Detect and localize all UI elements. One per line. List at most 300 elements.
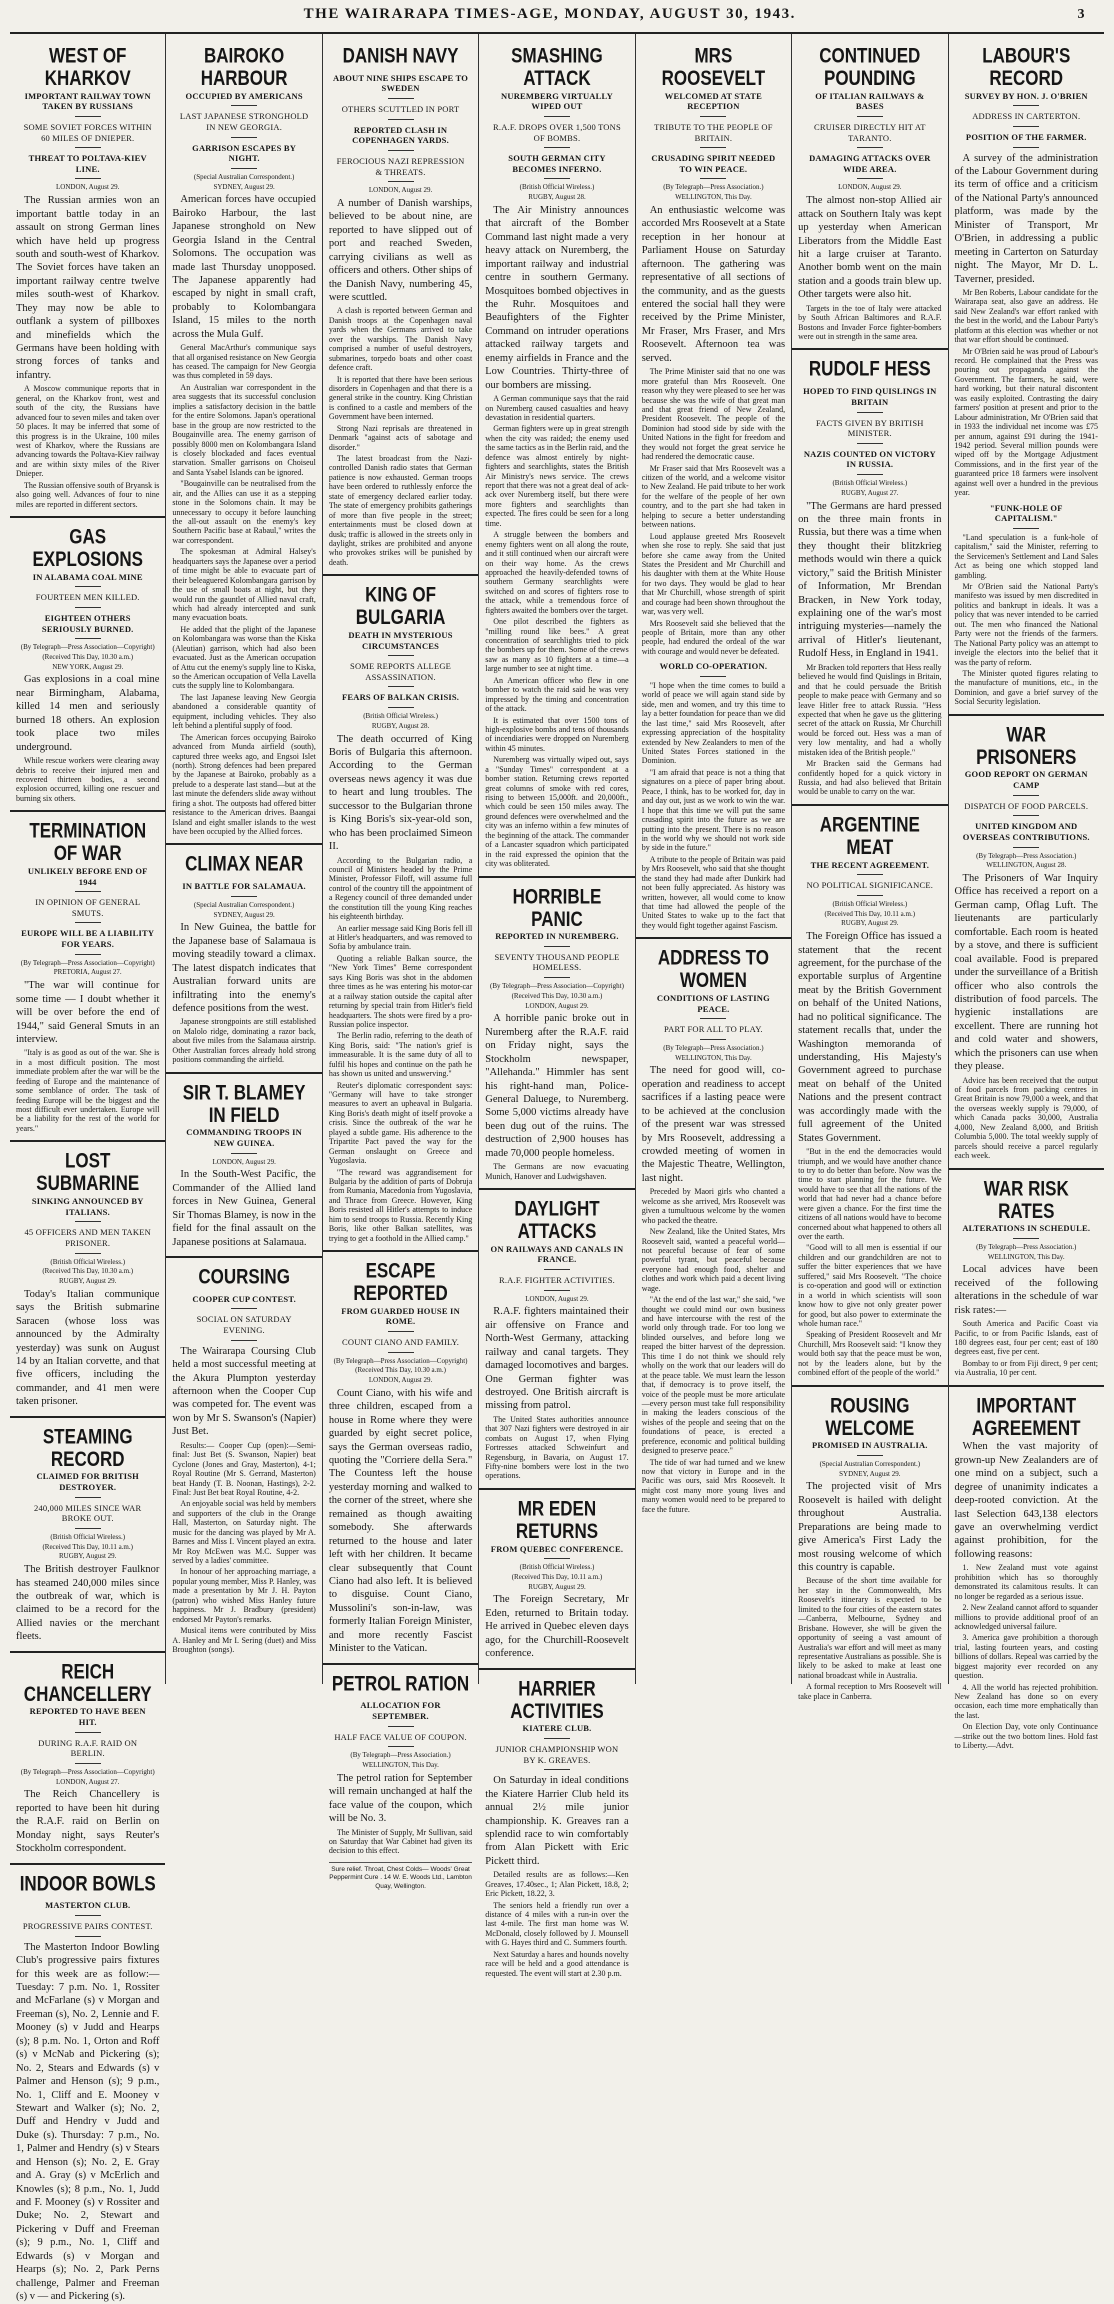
article-paragraph: The Masterton Indoor Bowling Club's progressive pairs fixtures for this week are as follow:—Tuesday: 7 p.m. No. 1, Rossiter and McFarlane (s) v Morgan and Freeman (s), No. 2, Lennie and F. Mooney (s) v Judd and Hearps (s); 8 p.m. No. 1, Orton and Roff (s) v McNab and Pickering (s); No. 2, Stears and Edwards (s) v Palmer and Henson (s); 9 p.m., No. 1, Cliff and E. Mooney v Stewart and Walker (s); No. 2, Duff and Hendry v Judd and Duke (s). Thursday: 7 p.m., No. 1, Palmer and Hendry (s) v Stears and Henson (s); No. 2, E. Gray and A. Gray (s) v McErlich and Knowles (s); 8 p.m., No. 1, Judd and F. Mooney (s) v Rossiter and Duke; No. 2, Stewart and Pickering v Duff and Freeman (s); 9 p.m., No. 1, Cliff and Edwards (s) v Morgan and Hearps (s); No. 2, Park Perns challenge, Palmer and Freeman (s) v — and Pickering (s).: [16, 1941, 160, 2303]
article-headline: DANISH NAVY: [342, 43, 459, 68]
columns-container: [10, 32, 1104, 2303]
dateline: LONDON, August 29.: [525, 1001, 589, 1010]
dateline: (Special Australian Correspondent.): [819, 1459, 921, 1468]
subheading-separator: [388, 150, 414, 151]
dateline: LONDON, August 29.: [368, 186, 433, 195]
article-paragraph: 4. All the world has rejected prohibition. New Zealand has done so on every occasion, each time more emphatically than the last.: [954, 1682, 1098, 1720]
subheading-separator: [1013, 528, 1039, 529]
article-subheading: ABOUT NINE SHIPS ESCAPE TO SWEDEN: [333, 72, 469, 94]
article-paragraph: It is estimated that over 1500 tons of high-explosive bombs and tens of thousands of incendiaries were dropped on Nuremberg within 45 minutes.: [485, 715, 629, 753]
article-paragraph: The spokesman at Admiral Halsey's headquarters says the Japanese over a period of time might be able to evacuate part of their beleaguered Kolombangara garrison by the use of small boats at night, but they would run the gauntlet of Allied naval craft, which had already intercepted and sunk many evacuation boats.: [172, 547, 316, 623]
subheading-separator: [857, 116, 883, 117]
dateline: (British Official Wireless.): [50, 1532, 126, 1541]
article-subheading: OF ITALIAN RAILWAYS & BASES: [815, 90, 925, 112]
article: [485, 1188, 628, 1481]
article-headline: STEAMING RECORD: [42, 1424, 133, 1471]
subheading-separator: [75, 1915, 101, 1916]
subheading-separator: [857, 895, 883, 896]
article: [955, 1385, 1098, 1751]
article-headline: LABOUR'S RECORD: [982, 43, 1071, 90]
page-number: 3: [1077, 7, 1086, 22]
article-paragraph: "Bougainville can be neutralised from the air, and the Allies can use it as a stepping stone in the Solomons chain. It may be unnecessary to occupy it before launching the all-out assault on the enemy's key Southern Pacific base at Rabaul," writes the war correspondent.: [172, 479, 316, 545]
article-subheading: TRIBUTE TO THE PEOPLE OF BRITAIN.: [654, 121, 773, 143]
subheading-separator: [1013, 815, 1039, 816]
article-paragraph: A German communique says that the raid on Nuremberg caused casualties and heavy devastation in residential quarters.: [485, 394, 629, 422]
article-paragraph: A tribute to the people of Britain was paid by Mrs Roosevelt, who said that she thought the stand they had made after Dunkirk had not been fully appreciated. As history was written, however, all would come to know that time had allowed the people of the United States to wake up to the fact that they would fight together against Fascism.: [641, 854, 786, 930]
article-subheading: COMMANDING TROOPS IN NEW GUINEA.: [186, 1127, 303, 1148]
article-paragraph: The Minister of Supply, Mr Sullivan, said on Saturday that War Cabinet had given its decision to this effect.: [328, 1827, 473, 1856]
article-divider: [166, 843, 321, 845]
subheading-separator: [544, 1769, 570, 1770]
subheading-separator: [1013, 147, 1039, 148]
subheading-separator: [388, 1331, 414, 1332]
article-paragraph: The Foreign Office has issued a statement that the recent agreement, for the purchase of the exportable surplus of Argentine meat by the British Government on behalf of the United Nations, had no political significance. The statement recalls that, under the Washington memoranda of understanding, His Majesty's Government agreed to purchase meat on behalf of the United Nations and the present contract was accordingly made with the full agreement of the United States Government.: [798, 931, 942, 1144]
article-headline: CONTINUED POUNDING: [819, 43, 921, 90]
article-paragraph: "The Germans are hard pressed on the three main fronts in Russia, but there was a time when they thought their blitzkrieg methods would win there a quick victory," said the British Minister of Information, Mr Brendan Bracken, in New York today, explaining one of the war's most intriguing mysteries—namely the arrival of Hitler's lieutenant, Rudolf Hess, in England in 1941.: [798, 500, 942, 660]
dateline: (British Official Wireless.): [50, 1257, 126, 1266]
article: [642, 45, 785, 656]
article-paragraph: The Wairarapa Coursing Club held a most successful meeting at the Akura Plumpton yesterday afternoon when the Cooper Cup was competed for. The event was won by Mr S. Swanson's (Napier) Just Bet.: [172, 1345, 316, 1438]
dateline: (Received This Day, 10.11 a.m.): [42, 1542, 133, 1551]
article-paragraph: The almost non-stop Allied air attack on Southern Italy was kept up yesterday when American Liberators from the Middle East hit a large cruiser at Taranto. Another bomb went on the main station and a goods train blew up. Other targets were also hit.: [798, 195, 942, 301]
article-paragraph: One pilot described the fighters as "milling round like bees." A great concentration of searchlights tried to pick the bombers up for them. Some of the crews saw as many as 10 fighters at a time—a large number to see at night time.: [485, 617, 629, 674]
article-subheading: LAST JAPANESE STRONGHOLD IN NEW GEORGIA.: [179, 111, 309, 132]
article-divider: [479, 1488, 634, 1490]
dateline: (Special Australian Correspondent.): [193, 900, 295, 909]
article-subheading: ADDRESS IN CARTERTON.: [972, 111, 1081, 122]
article-subheading: COOPER CUP CONTEST.: [192, 1293, 296, 1304]
dateline: (By Telegraph—Press Association.): [976, 851, 1077, 860]
article-subheading: NO POLITICAL SIGNIFICANCE.: [806, 880, 934, 891]
article-subheading: DISPATCH OF FOOD PARCELS.: [964, 800, 1089, 811]
article-paragraph: The tide of war had turned and we knew now that victory in Europe and in the Pacific was ours, said Mrs Roosevelt. It might cost many more young lives and many women would need to be prepared to face the future.: [641, 1457, 786, 1514]
article-headline: ADDRESS TO WOMEN: [657, 946, 769, 993]
article-paragraph: Quoting a reliable Balkan source, the "New York Times" Berne correspondent says King Boris was shot in the abdomen three times as he was entering his motor-car at a railway station outside the capital after returning by special train from Hitler's field headquarters. The shots were fired by a pro-Russian police inspector.: [328, 953, 473, 1029]
dateline: LONDON, August 29.: [525, 1294, 589, 1303]
article-paragraph: The Russian offensive south of Bryansk is also going well. Advances of four to nine miles are reported in different sectors.: [16, 480, 160, 509]
subheading-separator: [700, 178, 726, 179]
article-headline: HORRIBLE PANIC: [512, 884, 602, 931]
subheading-separator: [544, 977, 570, 978]
article-paragraph: 1. New Zealand must vote against prohibition which has so thoroughly demonstrated its calamitous results. It can no longer be regarded as a serious issue.: [954, 1563, 1098, 1601]
article-headline: PETROL RATION: [331, 1671, 470, 1696]
article-paragraph: Detailed results are as follows:—Ken Greaves, 17.40sec., 1; Alan Pickett, 18.8, 2; Eric Pickett, 18.22, 3.: [485, 1870, 629, 1899]
article-paragraph: The death occurred of King Boris of Bulgaria this afternoon. According to the German overseas news agency it was due to heart and lung troubles. The successor to the Bulgarian throne is King Boris's six-year-old son, who has been proclaimed Simeon II.: [328, 733, 473, 853]
subheading-separator: [544, 116, 570, 117]
subheading-separator: [857, 474, 883, 475]
subheading-separator: [75, 638, 101, 639]
article-subheading: HALF FACE VALUE OF COUPON.: [334, 1731, 467, 1742]
dateline: (Received This Day, 10.30 a.m.): [42, 652, 134, 661]
article-paragraph: A formal reception to Mrs Roosevelt will take place in Canberra.: [798, 1682, 942, 1701]
subheading-separator: [857, 412, 883, 413]
article-divider: [323, 1663, 478, 1665]
article: [16, 1863, 159, 2304]
dateline: SYDNEY, August 29.: [213, 910, 275, 919]
article-paragraph: On Election Day, vote only Continuance—strike out the two bottom lines. Hold fast to Liberty.—Advt.: [954, 1722, 1098, 1751]
subheading-separator: [75, 891, 101, 892]
article-paragraph: Loud applause greeted Mrs Roosevelt when she rose to reply. She said that just before she came away from the United States the President and Mr Churchill and his daughter with them at the White House for two days. They would be glad to hear that Mr Churchill, whose strength of spirit and courage had been shown throughout the war, was very well.: [641, 531, 786, 617]
article-paragraph: "Italy is as good as out of the war. She is in a most difficult position. The most immediate problem after the war will be the feeding of Europe and the maintenance of some semblance of order. The task of feeding Europe will be the biggest and the most difficult ever undertaken. Europe will be a liability for the rest of the world for years.": [16, 1048, 160, 1133]
dateline: WELLINGTON, This Day.: [675, 193, 752, 202]
article-paragraph: Results:— Cooper Cup (open):—Semi-final: Just Bet (S. Swanson, Napier) beat Cyclone (Jones and Gray, Masterton), 4-1; Royal Routine (Mr S. Gerrand, Masterton) beat Handy (T. B. Noonan, Hastings), 2-2. Final: Just Bet beat Royal Routine, 4-2.: [172, 1440, 316, 1497]
article-subheading: HOPED TO FIND QUISLINGS IN BRITAIN: [803, 386, 937, 407]
article-headline: LOST SUBMARINE: [36, 1149, 140, 1196]
article-divider: [10, 1140, 165, 1142]
dateline: RUGBY, August 29.: [58, 1277, 117, 1285]
article-paragraph: Japanese strongpoints are still established on Malolo ridge, dominating a razor back, about five miles from the Salamaua airstrip. Other Australian forces already hold strong positions commanding the airfield.: [172, 1017, 316, 1065]
article-paragraph: Mr Bracken said the Germans had confidently hoped for a quick victory in Russia, and had also believed that Britain would be unable to carry on the war.: [798, 759, 942, 797]
article-paragraph: Musical items were contributed by Miss A. Hanley and Mr I. Sering (duet) and Miss Broughton (songs).: [172, 1626, 316, 1654]
article-paragraph: Advice has been received that the output of food parcels from packing centres in Great Britain is now 79,000 a week, and that the overseas weekly supply is 79,000, of which Canada packs 30,000, Australia 4,000, New Zealand 8,000, and British Columbia 5,000. The total weekly supply of parcels should receive a parcel regularly each week.: [954, 1075, 1098, 1161]
article-subheading: GARRISON ESCAPES BY NIGHT.: [192, 142, 297, 164]
article-paragraph: An Australian war correspondent in the area suggests that its successful conclusion implies a satisfactory decision in the battle for the entire Solomons. Japan's operational base in the group are now restricted to the Bougainville area. The enemy garrison of possibly 8000 men on Kolombangara Island is closely blockaded and faces eventual starvation. Smaller garrisons on Choiseul and Santa Ysabel Islands can be ignored.: [172, 382, 316, 477]
subheading-separator: [388, 1726, 414, 1727]
article-paragraph: In honour of her approaching marriage, a popular young member, Miss P. Hanley, was made a presentation by Mr J. H. Payton (patron) who wished Miss Hanley future happiness. Mr J. Bradbury (president) endorsed Mr Payton's remarks.: [172, 1567, 316, 1624]
article-paragraph: "The war will continue for some time — I doubt whether it will be over before the end of 1944," said General Smuts in an interview.: [16, 980, 160, 1045]
article-paragraph: Preceded by Maori girls who chanted a welcome as she arrived, Mrs Roosevelt was given a tumultuous welcome by the women who packed the theatre.: [641, 1187, 786, 1225]
article-paragraph: A number of Danish warships, believed to be about nine, are reported to have slipped out of port and reached Sweden, carrying civilians as well as officers and others. Other ships of the Danish Navy, numbering 45, were scuttled.: [328, 197, 473, 304]
dateline: PRETORIA, August 27.: [53, 968, 122, 977]
subheading-separator: [388, 707, 414, 708]
article-headline: ROUSING WELCOME: [825, 1393, 915, 1440]
article-subheading: "FUNK-HOLE OF CAPITALISM.": [989, 502, 1063, 524]
article-subheading: CONDITIONS OF LASTING PEACE.: [656, 993, 770, 1014]
dateline: LONDON, August 29.: [368, 1376, 433, 1385]
article: [16, 1140, 159, 1408]
dateline: RUGBY, August 29.: [841, 919, 899, 928]
article-subheading: COUNT CIANO AND FAMILY.: [342, 1336, 460, 1347]
dateline: (By Telegraph—Press Association.): [976, 1242, 1077, 1251]
article-headline: ARGENTINE MEAT: [819, 812, 920, 859]
article: [16, 516, 159, 803]
article-divider: [479, 1188, 634, 1190]
article-subheading: FROM QUEBEC CONFERENCE.: [490, 1543, 624, 1554]
subheading-separator: [75, 954, 101, 955]
article-subheading: THREAT TO POLTAVA-KIEV LINE.: [28, 153, 147, 174]
article-subheading: CLAIMED FOR BRITISH DESTROYER.: [36, 1471, 139, 1492]
dateline: (By Telegraph—Press Association—Copyright): [333, 1356, 468, 1365]
article-divider: [792, 348, 947, 350]
article-subheading: JUNIOR CHAMPIONSHIP WON BY K. GREAVES.: [495, 1743, 619, 1765]
subheading-separator: [388, 655, 414, 656]
article-divider: [636, 937, 791, 939]
dateline: (By Telegraph—Press Association.): [350, 1751, 451, 1760]
subheading-separator: [700, 676, 726, 677]
article-paragraph: The Berlin radio, referring to the death of King Boris, said: "The nation's grief is immeasurable. It is the same duty of all to fulfil his hopes and continue on the path he has shown us united and unswerving.": [328, 1031, 473, 1079]
article: [172, 45, 315, 836]
article-paragraph: An earlier message said King Boris fell ill at Hitler's headquarters, and was removed to Sofia by ambulance train.: [328, 923, 473, 952]
subheading-separator: [75, 922, 101, 923]
article-paragraph: An American officer who flew in one bomber to watch the raid said he was very impressed by the timing and concentration of the attack.: [485, 675, 629, 714]
dateline: NEW YORK, August 29.: [52, 662, 124, 671]
article-subheading: R.A.F. DROPS OVER 1,500 TONS OF BOMBS.: [493, 121, 621, 143]
subheading-separator: [700, 1039, 726, 1040]
article: [798, 1385, 941, 1702]
article-headline: INDOOR BOWLS: [19, 1871, 156, 1896]
subheading-separator: [544, 178, 570, 179]
subheading-separator: [1013, 795, 1039, 796]
article-subheading: IN OPINION OF GENERAL SMUTS.: [35, 897, 141, 918]
article-paragraph: "But in the end the democracies would triumph, and we would have another chance to try to do better than before. Now was the time to start planning for the future. We would have to see that all the nations of the world that had never had a chance before were given a chance. For the first time the citizens of all nations would have to become concerned about what happened to others all over the earth.: [798, 1147, 942, 1242]
article: [485, 45, 628, 869]
article-paragraph: The Air Ministry announces that aircraft of the Bomber Command last night made a very heavy attack on Nuremberg, the important railway and industrial centre in southern Germany. Mosquitoes bombed objectives in the Ruhr. Mosquitoes and Beaufighters of the Fighter Command on intruder operations attacked railway targets and enemy airfields in France and the Low Countries. Thirty-three of our bombers are missing.: [485, 204, 629, 391]
article-divider: [10, 1416, 165, 1418]
article-paragraph: While rescue workers were clearing away debris to receive their injured men and recovered thirteen bodies, a second explosion occurred, killing one rescuer and burning six others.: [16, 756, 160, 803]
article-paragraph: "I hope when the time comes to build a world of peace we will again stand side by side, men and women, and try this time to lay a better foundation for peace than we did the last time," said Mrs Roosevelt, after expressing appreciation of the hospitality extended by New Zealanders to men of the United States Forces stationed in the Dominion.: [641, 680, 786, 766]
subheading-separator: [75, 147, 101, 148]
article-divider: [479, 876, 634, 878]
article-divider: [10, 516, 165, 518]
article-subheading: ON RAILWAYS AND CANALS IN FRANCE.: [490, 1243, 624, 1265]
subheading-separator: [75, 586, 101, 587]
article-subheading: GOOD REPORT ON GERMAN CAMP: [964, 769, 1088, 790]
article-divider: [166, 1256, 321, 1258]
dateline: SYDNEY, August 29.: [839, 1469, 901, 1478]
subheading-separator: [75, 1497, 101, 1498]
article-subheading: ALTERATIONS IN SCHEDULE.: [962, 1223, 1091, 1234]
article-paragraph: In New Guinea, the battle for the Japanese base of Salamaua is moving steadily toward a climax. The latest dispatch indicates that Australian forward units are infiltrating into the enemy's defence positions from the west.: [172, 922, 316, 1015]
article-subheading: MASTERTON CLUB.: [45, 1900, 131, 1911]
article-paragraph: The Russian armies won an important battle today in an assault on strong German lines which have held up progress south and south-west of Kharkov. The Soviet forces have taken an important railway centre twelve miles south-west of Kharkov. They may now be able to outflank a system of pillboxes and minefields which the Germans have been holding with strong forces of tanks and infantry.: [16, 195, 160, 381]
article-paragraph: The American forces occupying Bairoko advanced from Munda airfield (south), captured three weeks ago, and Engsoi Islet (north). Strong defences had been prepared by the Japanese at Bairoko, probably as a prelude to a desperate last stand—but at the last minute the defenders slide away without firing a shot. The outposts had offered bitter resistance to the American drives. Baangai Island and eight smaller islands to the west have been occupied by the Allied forces.: [172, 732, 316, 836]
article-headline: SIR T. BLAMEY IN FIELD: [182, 1080, 306, 1127]
article-paragraph: An enthusiastic welcome was accorded Mrs Roosevelt at a State reception in her honour at Parliament House on Saturday afternoon. The gathering was representative of all sections of the community, and as the guests entered the social hall they were received by the Prime Minister, Mr Fraser, Mrs Fraser, and Mrs Roosevelt. Afternoon tea was served.: [641, 204, 786, 364]
subheading-separator: [857, 443, 883, 444]
article: [798, 348, 941, 796]
article-paragraph: A Moscow communique reports that in general, on the Kharkov front, west and south of the city, the Russians have advanced four to seven miles and taken over 50 places. It may be inferred that some of this progress is in the Ukraine, 100 miles west of Kharkov, where the Russians are advancing towards the Poltava-Kiev railway and are within sixty miles of the River Dnieper.: [16, 384, 160, 479]
subheading-separator: [231, 168, 257, 169]
column-1: [10, 34, 166, 2303]
article-subheading: 45 OFFICERS AND MEN TAKEN PRISONER.: [24, 1227, 151, 1248]
article-paragraph: Mr Bracken told reporters that Hess really believed he would find Quislings in Britain, and that he could persuade the British people to make peace with Germany and so leave Hitler free to attack Russia. "Hess expected that when he gave us the glittering secret of the attack on Russia, Mr Churchill would be forced out. Hess was a man of very low mentality, and had a wholly mistaken idea of the British people.": [798, 662, 942, 757]
article-paragraph: Strong Nazi reprisals are threatened in Denmark "against acts of sabotage and disorder.": [328, 423, 473, 452]
dateline: (British Official Wireless.): [363, 712, 438, 721]
subheading-separator: [388, 98, 414, 99]
article-paragraph: The Foreign Secretary, Mr Eden, returned to Britain today. He arrived in Quebec eleven days ago, for the Churchill-Roosevelt conference.: [485, 1594, 629, 1660]
article: [172, 1072, 315, 1249]
article-paragraph: According to the Bulgarian radio, a council of Ministers headed by the Prime Minister, Professor Filoff, will assume full control of the country till the appointment of a Regency council of three demanded under the constitution till the young King reaches his eighteenth birthday.: [328, 855, 473, 922]
article-subheading: SINKING ANNOUNCED BY ITALIANS.: [31, 1196, 144, 1217]
article-divider: [479, 1668, 634, 1670]
article-paragraph: The Germans are now evacuating Munich, Hanover and Ludwigshaven.: [485, 1162, 629, 1181]
article-subheading: FOURTEEN MEN KILLED.: [35, 592, 140, 603]
article-paragraph: Mr Fraser said that Mrs Roosevelt was a citizen of the world, and a welcome visitor to New Zealand. He paid tribute to her work for the welfare of the people of her own country, and to the part she had taken in helping to secure a better understanding between nations.: [641, 463, 786, 530]
article-paragraph: "Land speculation is a funk-hole of capitalism," said the Minister, referring to the Servicemen's Settlement and Land Sales Act as being one which stopped land gambling.: [954, 532, 1098, 580]
article-headline: ESCAPE REPORTED: [353, 1258, 448, 1305]
article: [329, 1250, 472, 1656]
article-divider: [792, 804, 947, 806]
article-paragraph: Mr O'Brien said he was proud of Labour's record. He complained that the Press was pouring out propaganda against the Government. The farmers, he said, were hard working, but their natural discontent was easily exploited. Contrasting the dairy farmers' position at present and prior to the Labour administration, Mr O'Brien said that in 1933 the individual net income was £75 per annum, against £91 during the 1941-1942 period. Several million pounds were wiped off by the Mortgage Adjustment Commissions, and in the first year of the guaranteed price 18 farmers were insolvent against well over a hundred in the previous year.: [954, 346, 1098, 498]
article-subheading: PROGRESSIVE PAIRS CONTEST.: [22, 1921, 153, 1932]
article: [955, 45, 1098, 498]
article-subheading: UNITED KINGDOM AND OVERSEAS CONTRIBUTIONS.: [962, 821, 1090, 842]
article-subheading: REPORTED CLASH IN COPENHAGEN YARDS.: [352, 124, 449, 146]
article-paragraph: He added that the plight of the Japanese on Kolombangara was worse than the Kiska (Aleutian) garrison, which had also been evacuated. Just as the American occupation of Attu cut the enemy's supply line to Kiska, so the American occupation of Vella Lavella cuts the supply line to Kolombangara.: [172, 624, 316, 691]
subheading-separator: [388, 1746, 414, 1747]
dateline: WELLINGTON, This Day.: [675, 1053, 752, 1062]
subheading-separator: [75, 1221, 101, 1222]
subheading-separator: [544, 946, 570, 947]
article-subheading: WELCOMED AT STATE RECEPTION: [664, 90, 763, 112]
article-subheading: ALLOCATION FOR SEPTEMBER.: [360, 1700, 441, 1722]
subheading-separator: [1013, 1238, 1039, 1239]
subheading-separator: [231, 137, 257, 138]
subheading-separator: [857, 874, 883, 875]
advertisement-line: Sure relief. Throat, Chest Colds— Woods' Great Peppermint Cure . 14 W. E. Woods Ltd., Lambton Quay, Wellington.: [329, 1862, 472, 1891]
article-paragraph: General MacArthur's communique says that all organised resistance on New Georgia has ceased. The campaign for New Georgia was thus completed in 59 days.: [172, 343, 316, 381]
article: [955, 714, 1098, 1161]
subheading-separator: [544, 1269, 570, 1270]
article-headline: WEST OF KHARKOV: [44, 43, 131, 90]
subheading-separator: [700, 147, 726, 148]
article-subheading: SOME SOVIET FORCES WITHIN 60 MILES OF DNIEPER.: [23, 121, 152, 143]
subheading-separator: [857, 1455, 883, 1456]
article-divider: [949, 1168, 1104, 1170]
article-paragraph: When the vast majority of grown-up New Zealanders are of one mind on a subject, such a degree of unanimity indicates a deep-rooted conviction. At the last Selection 643,138 electors gave an overwhelming verdict against prohibition, for the following reasons:: [954, 1441, 1098, 1560]
subheading-separator: [231, 1308, 257, 1309]
subheading-separator: [75, 607, 101, 608]
article-subheading: DEATH IN MYSTERIOUS CIRCUMSTANCES: [348, 629, 453, 651]
article-paragraph: American forces have occupied Bairoko Harbour, the last Japanese stronghold on New Georgia Island in the Central Solomons. The occupation was made last Thursday unopposed. The Japanese apparently had escaped by night in small craft, probably to Kolombangara Island, 15 miles to the north across the Mula Gulf.: [172, 194, 316, 340]
article-headline: WAR RISK RATES: [983, 1176, 1069, 1223]
dateline: RUGBY, August 29.: [58, 1552, 117, 1561]
article-paragraph: Because of the short time available for her stay in the Commonwealth, Mrs Roosevelt's itinerary is expected to be limited to the four cities of the eastern states—Canberra, Melbourne, Sydney and Brisbane. However, she will be given the opportunity of seeing a vast amount of Australia's war effort and will meet as many representative Australians as possible. She is likely to be asked to make at least one national broadcast while in Australia.: [798, 1576, 942, 1680]
dateline: (By Telegraph—Press Association—Copyright): [20, 958, 155, 967]
article-paragraph: The Prisoners of War Inquiry Office has received a report on a German camp, Oflag Luft. The lieutenants are particularly comfortable. Each room is heated by a stove, and there is sufficient coal available. Food is prepared under the surveillance of a British officer who also controls the distribution of food parcels. The hygienic installations are excellent. There are running hot and cold water and showers, which the prisoners can use when they please.: [954, 873, 1098, 1073]
article-paragraph: A horrible panic broke out in Nuremberg after the R.A.F. raid on Friday night, says the Stockholm newspaper, "Allehanda." Himmler has sent his right-hand man, Police-General Daluege, to Nuremberg. Some 5,000 victims already have been dug out of the ruins. The destruction of 2,900 houses has made 70,000 people homeless.: [485, 1013, 629, 1159]
article: [16, 45, 159, 509]
subheading-separator: [1013, 105, 1039, 106]
article-subheading: SURVEY BY HON. J. O'BRIEN: [964, 90, 1088, 101]
article-subheading: EUROPE WILL BE A LIABILITY FOR YEARS.: [21, 928, 155, 950]
article-paragraph: "At the end of the last war," she said, "we thought we could mind our own business and have intercourse with the rest of the world only through trade. For too long we blinded ourselves, and before long we reaped the bitter harvest of the depression. This time I do not think we should rely wholly on the work that our leaders will do at the peace table. We must learn the lesson that, if democracy is to prove itself, the voice of the people must be more articulate—every person must take full responsibility in making the leaders conscious of the wishes of the people and seeing that on the foundations of peace, is erected a preference, economic and political building designed to preserve peace.": [641, 1295, 786, 1456]
article-subheading: SEVENTY THOUSAND PEOPLE HOMELESS.: [494, 951, 620, 973]
article-subheading: PART FOR ALL TO PLAY.: [664, 1024, 763, 1035]
article-paragraph: Reuter's diplomatic correspondent says: "Germany will have to take stronger measures to avert an upheaval in Bulgaria. King Boris's death might of itself provoke a crisis. Since the outbreak of the war he played a subtle game. His adherence to the Tripartite Pact paved the way for the German onslaught on Greece and Yugoslavia.: [328, 1080, 473, 1166]
column-5: [636, 34, 792, 1684]
article-subheading: IMPORTANT RAILWAY TOWN TAKEN BY RUSSIANS: [24, 90, 151, 112]
article-subheading: R.A.F. FIGHTER ACTIVITIES.: [498, 1274, 615, 1285]
article-headline: KING OF BULGARIA: [355, 583, 446, 630]
article: [485, 1668, 628, 1978]
subheading-separator: [231, 1153, 257, 1154]
column-2: [166, 34, 322, 1684]
article-paragraph: Today's Italian communique says the British submarine Saracen (whose loss was announced by the Admiralty yesterday) was sunk on August 14 by an Italian corvette, and that five officers, including the commander, and 41 men were taken prisoner.: [16, 1288, 160, 1408]
article: [955, 503, 1098, 707]
article-subheading: EIGHTEEN OTHERS SERIOUSLY BURNED.: [41, 612, 134, 634]
article-paragraph: Bombay to or from Fiji direct, 9 per cent; via Australia, 10 per cent.: [954, 1358, 1098, 1378]
article-paragraph: 2. New Zealand cannot afford to squander millions to provide additional proof of an acknowledged universal failure.: [954, 1603, 1098, 1631]
dateline: (Received This Day, 10.30 a.m.): [42, 1267, 134, 1276]
article-divider: [792, 1385, 947, 1387]
article-paragraph: In the South-West Pacific, the Commander of the Allied land forces in New Guinea, General Sir Thomas Blamey, is now in the field for the final assault on the Japanese positions at Salamaua.: [172, 1169, 316, 1248]
article-paragraph: "The reward was aggrandisement for Bulgaria by the addition of parts of Dobruja from Rumania, Macedonia from Yugoslavia, and Thrace from Greece. However, King Boris resisted all Hitler's attempts to induce him to send troops to Russia. Recently King Boris, like other Balkan satellites, was trying to get a foothold in the Allied camp.": [328, 1167, 473, 1243]
article-subheading: REPORTED TO HAVE BEEN HIT.: [29, 1706, 146, 1728]
dateline: (By Telegraph—Press Association—Copyright): [20, 643, 155, 652]
dateline: RUGBY, August 27.: [841, 488, 899, 497]
article-subheading: SOME REPORTS ALLEGE ASSASSINATION.: [350, 661, 452, 682]
article-headline: MR EDEN RETURNS: [515, 1496, 599, 1543]
article-subheading: NAZIS COUNTED ON VICTORY IN RUSSIA.: [803, 448, 936, 470]
article: [172, 843, 315, 1064]
article: [642, 937, 785, 1514]
article-paragraph: New Zealand, like the United States, Mrs Roosevelt said, wanted a peaceful world—not peaceful because of fear of some powerful tyrant, but peaceful because everyone had enough food, shelter and clothes and work which paid a decent living wage.: [641, 1227, 786, 1293]
article-subheading: SOCIAL ON SATURDAY EVENING.: [196, 1314, 292, 1336]
article-paragraph: It is reported that there have been serious disorders in Copenhagen and that there is a general strike in the country. King Christian is confined to a castle and members of the Government have been interned.: [328, 374, 473, 422]
dateline: RUGBY, August 28.: [371, 721, 430, 730]
article-paragraph: Next Saturday a hares and hounds novelty race will be held and a good attendance is requested. The event will start at 2.30 p.m.: [485, 1949, 629, 1978]
article: [329, 1663, 472, 1892]
dateline: (Received This Day, 10.11 a.m.): [824, 909, 916, 918]
dateline: (By Telegraph—Press Association—Copyright): [490, 982, 624, 991]
article-headline: WAR PRISONERS: [976, 722, 1077, 769]
article-paragraph: The seniors held a friendly run over a distance of 4 miles with a run-in over the last 4-mile. The first man home was W. McDonald, closely followed by J. Mounsell with G. Hayes third and C. Summers fourth.: [485, 1900, 629, 1948]
dateline: (British Official Wireless.): [519, 183, 595, 192]
article-divider: [323, 574, 478, 576]
article-paragraph: The need for good will, co-operation and readiness to accept sacrifices if a lasting peace were to be achieved at the conclusion of the present war was stressed by Mrs Roosevelt, addressing a crowded meeting of women in the Majestic Theatre, Wellington, last night.: [641, 1065, 786, 1184]
subheading-separator: [75, 1253, 101, 1254]
article-divider: [323, 1250, 478, 1252]
dateline: WELLINGTON, This Day.: [362, 1761, 439, 1770]
article-headline: TERMINATION OF WAR: [29, 819, 147, 866]
subheading-separator: [231, 896, 257, 897]
dateline: RUGBY, August 28.: [528, 193, 586, 202]
dateline: LONDON, August 29.: [212, 1157, 276, 1166]
article: [485, 1488, 628, 1661]
article-headline: DAYLIGHT ATTACKS: [514, 1196, 600, 1243]
article-paragraph: On Saturday in ideal conditions the Kiatere Harrier Club held its annual 2½ mile junior championship. K. Greaves ran a splendid race to win comfortably from Alan Pickett with Eric Pickett third.: [485, 1775, 629, 1867]
article-paragraph: A clash is reported between German and Danish troops at the Copenhagen naval yards when the Germans arrived to take over the warships. The Danish Navy comprised a number of useful destroyers, submarines, torpedo boats and other coast defence craft.: [328, 306, 473, 373]
dateline: WELLINGTON, August 28.: [986, 861, 1067, 870]
article-paragraph: "I am afraid that peace is not a thing that signatures on a piece of paper bring about. Peace, I think, has to be worked for, day in and day out, just as we work to win the war. I hope that this time we will put the same crusading spirit into the future as we are putting into the present. There is no reason in the world why we should not work side by side in the future.": [641, 767, 786, 853]
dateline: SYDNEY, August 29.: [213, 182, 275, 191]
dateline: (British Official Wireless.): [519, 1563, 595, 1572]
article-divider: [949, 1385, 1104, 1387]
dateline: (British Official Wireless.): [832, 899, 908, 908]
article-paragraph: The United States authorities announce that 307 Nazi fighters were destroyed in air combats on August 17, when Flying Fortresses attacked Schweinfurt and Regensburg, in Bavaria, on August 17. Fifty-nine bombers were lost in the two operations.: [485, 1414, 629, 1481]
article: [955, 1168, 1098, 1378]
article-paragraph: The Minister quoted figures relating to the manufacture of munitions, etc., in the Dominion, and gave a brief survey of the Social Security legislation.: [954, 668, 1098, 707]
article: [16, 1416, 159, 1644]
dateline: (Received This Day, 10.30 a.m.): [355, 1366, 446, 1375]
article-paragraph: The latest broadcast from the Nazi-controlled Danish radio states that German patience is now exhausted. German troops have been ordered to ruthlessly enforce the state of emergency declared earlier today. The state of emergency prohibits gatherings of more than five people in the street; entertainments must be closed down at dusk; traffic is allowed in the streets only in daylight, strikes are prohibited and anyone who provokes strikes will be punished by death.: [328, 454, 473, 567]
dateline: LONDON, August 27.: [56, 1777, 120, 1786]
article-paragraph: Speaking of President Roosevelt and Mr Churchill, Mrs Roosevelt said: "I know they would both say that the peace must be won, not by the leaders alone, but by the combined effort of the people of the world.": [798, 1330, 942, 1378]
column-6: [792, 34, 948, 1701]
article: [798, 45, 941, 341]
article-paragraph: The Reich Chancellery is reported to have been hit during the R.A.F. raid on Berlin on Monday night, says Reuter's Stockholm correspondent.: [16, 1789, 160, 1855]
subheading-separator: [857, 147, 883, 148]
article-paragraph: A survey of the administration of the Labour Government during its term of office and a criticism of the National Party's announced platform, was made by the Minister of Transport, Mr O'Brien, in addressing a public meeting in Carterton on Saturday night. The Mayor, Mr D. L. Taverner, presided.: [954, 152, 1098, 285]
article: [16, 1651, 159, 1856]
article-paragraph: "Good will to all men is essential if our children and our grandchildren are not to suffer the bitter experiences that we have suffered," said Mrs Roosevelt. "The choice is co-operation and good will or extinction in a world in which scientists will soon know how to give not only greater power for good, but also power to exterminate the whole human race.": [798, 1243, 942, 1328]
subheading-separator: [75, 1936, 101, 1937]
article-headline: REICH CHANCELLERY: [23, 1659, 152, 1706]
article-subheading: POSITION OF THE FARMER.: [965, 131, 1087, 142]
article-divider: [10, 1651, 165, 1653]
subheading-separator: [75, 178, 101, 179]
subheading-separator: [700, 116, 726, 117]
dateline: RUGBY, August 29.: [528, 1582, 586, 1591]
article-paragraph: Nuremberg was virtually wiped out, says a "Sunday Times" correspondent at a bomber station. Returning crews reported great columns of smoke with red cores, rising to between 15,000ft. and 20,000ft., which could be seen 150 miles away. The ground defences were overwhelmed and the city was an inferno within a few minutes of the beginning of the attack. The commander of a Lancaster squadron which participated in the raid expressed the opinion that the city was obliterated.: [485, 755, 629, 869]
subheading-separator: [544, 1558, 570, 1559]
subheading-separator: [388, 119, 414, 120]
subheading-separator: [544, 1290, 570, 1291]
article-divider: [949, 714, 1104, 716]
article: [329, 45, 472, 567]
article-paragraph: German fighters were up in great strength when the city was raided; the enemy used the same tactics as in the Berlin raid, and the defence was almost entirely by night-fighters and searchlights, states the British Air Ministry's news service. The crews report that there was not a great deal of ack-ack over Nuremberg itself, but there were more fighters and searchlights than expected. The fires could be seen for a long time.: [485, 424, 629, 528]
